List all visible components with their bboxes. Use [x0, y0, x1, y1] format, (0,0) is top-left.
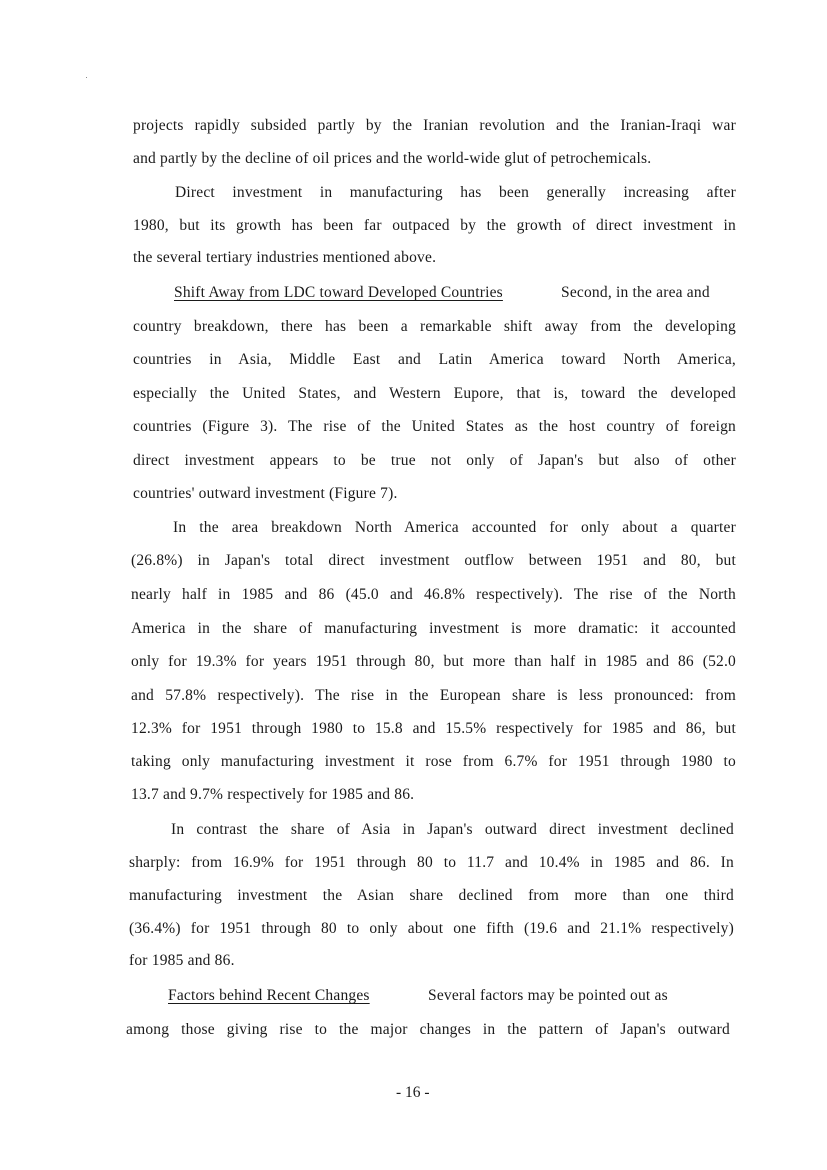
- text-line: taking only manufacturing investment it rose from 6.7% for 1951 through 1980 to: [131, 753, 736, 770]
- text-line: In the area breakdown North America accounted for only about a quarter: [173, 519, 736, 536]
- text-line: and 57.8% respectively). The rise in the European share is less pronounced: from: [131, 687, 736, 704]
- text-line: Direct investment in manufacturing has been generally increasing after: [175, 184, 736, 201]
- text-line: 1980, but its growth has been far outpaced by the growth of direct investment in: [133, 217, 736, 234]
- text-line: direct investment appears to be true not only of Japan's but also of other: [133, 452, 736, 469]
- text-line: America in the share of manufacturing investment is more dramatic: it accounted: [131, 620, 736, 637]
- text-line: projects rapidly subsided partly by the Iranian revolution and the Iranian-Iraqi war: [133, 117, 736, 134]
- text-line: country breakdown, there has been a remarkable shift away from the developing: [133, 318, 736, 335]
- section-heading: [174, 283, 503, 303]
- text-line: for 1985 and 86.: [129, 952, 235, 969]
- text-line: nearly half in 1985 and 86 (45.0 and 46.8% respectively). The rise of the North: [131, 586, 736, 603]
- text-line: and partly by the decline of oil prices and the world-wide glut of petrochemicals.: [133, 150, 652, 167]
- text-line: especially the United States, and Western Eupore, that is, toward the developed: [133, 385, 736, 402]
- text-line: Second, in the area and: [561, 284, 710, 301]
- text-line: sharply: from 16.9% for 1951 through 80 to 11.7 and 10.4% in 1985 and 86. In: [129, 854, 734, 871]
- text-line: In contrast the share of Asia in Japan's outward direct investment declined: [171, 821, 734, 838]
- text-line: only for 19.3% for years 1951 through 80, but more than half in 1985 and 86 (52.0: [131, 653, 736, 670]
- page-number: - 16 -: [396, 1084, 430, 1101]
- heading-underlined-text: Shift Away from LDC toward Developed Countries: [174, 284, 503, 301]
- heading-underlined-text: Factors behind Recent Changes: [168, 987, 370, 1004]
- text-line: countries' outward investment (Figure 7).: [133, 485, 398, 502]
- text-line: among those giving rise to the major changes in the pattern of Japan's outward: [126, 1021, 730, 1038]
- text-line: (26.8%) in Japan's total direct investment outflow between 1951 and 80, but: [131, 552, 736, 569]
- text-line: countries (Figure 3). The rise of the United States as the host country of foreign: [133, 418, 736, 435]
- scan-speck: [86, 77, 87, 78]
- text-line: 13.7 and 9.7% respectively for 1985 and 86.: [131, 786, 415, 803]
- text-line: Several factors may be pointed out as: [428, 987, 668, 1004]
- text-line: countries in Asia, Middle East and Latin America toward North America,: [133, 351, 736, 368]
- text-line: 12.3% for 1951 through 1980 to 15.8 and 15.5% respectively for 1985 and 86, but: [131, 720, 736, 737]
- section-heading: [168, 986, 370, 1006]
- text-line: (36.4%) for 1951 through 80 to only about one fifth (19.6 and 21.1% respectively): [129, 920, 734, 937]
- text-line: manufacturing investment the Asian share declined from more than one third: [129, 887, 734, 904]
- text-line: the several tertiary industries mentioned above.: [133, 249, 437, 266]
